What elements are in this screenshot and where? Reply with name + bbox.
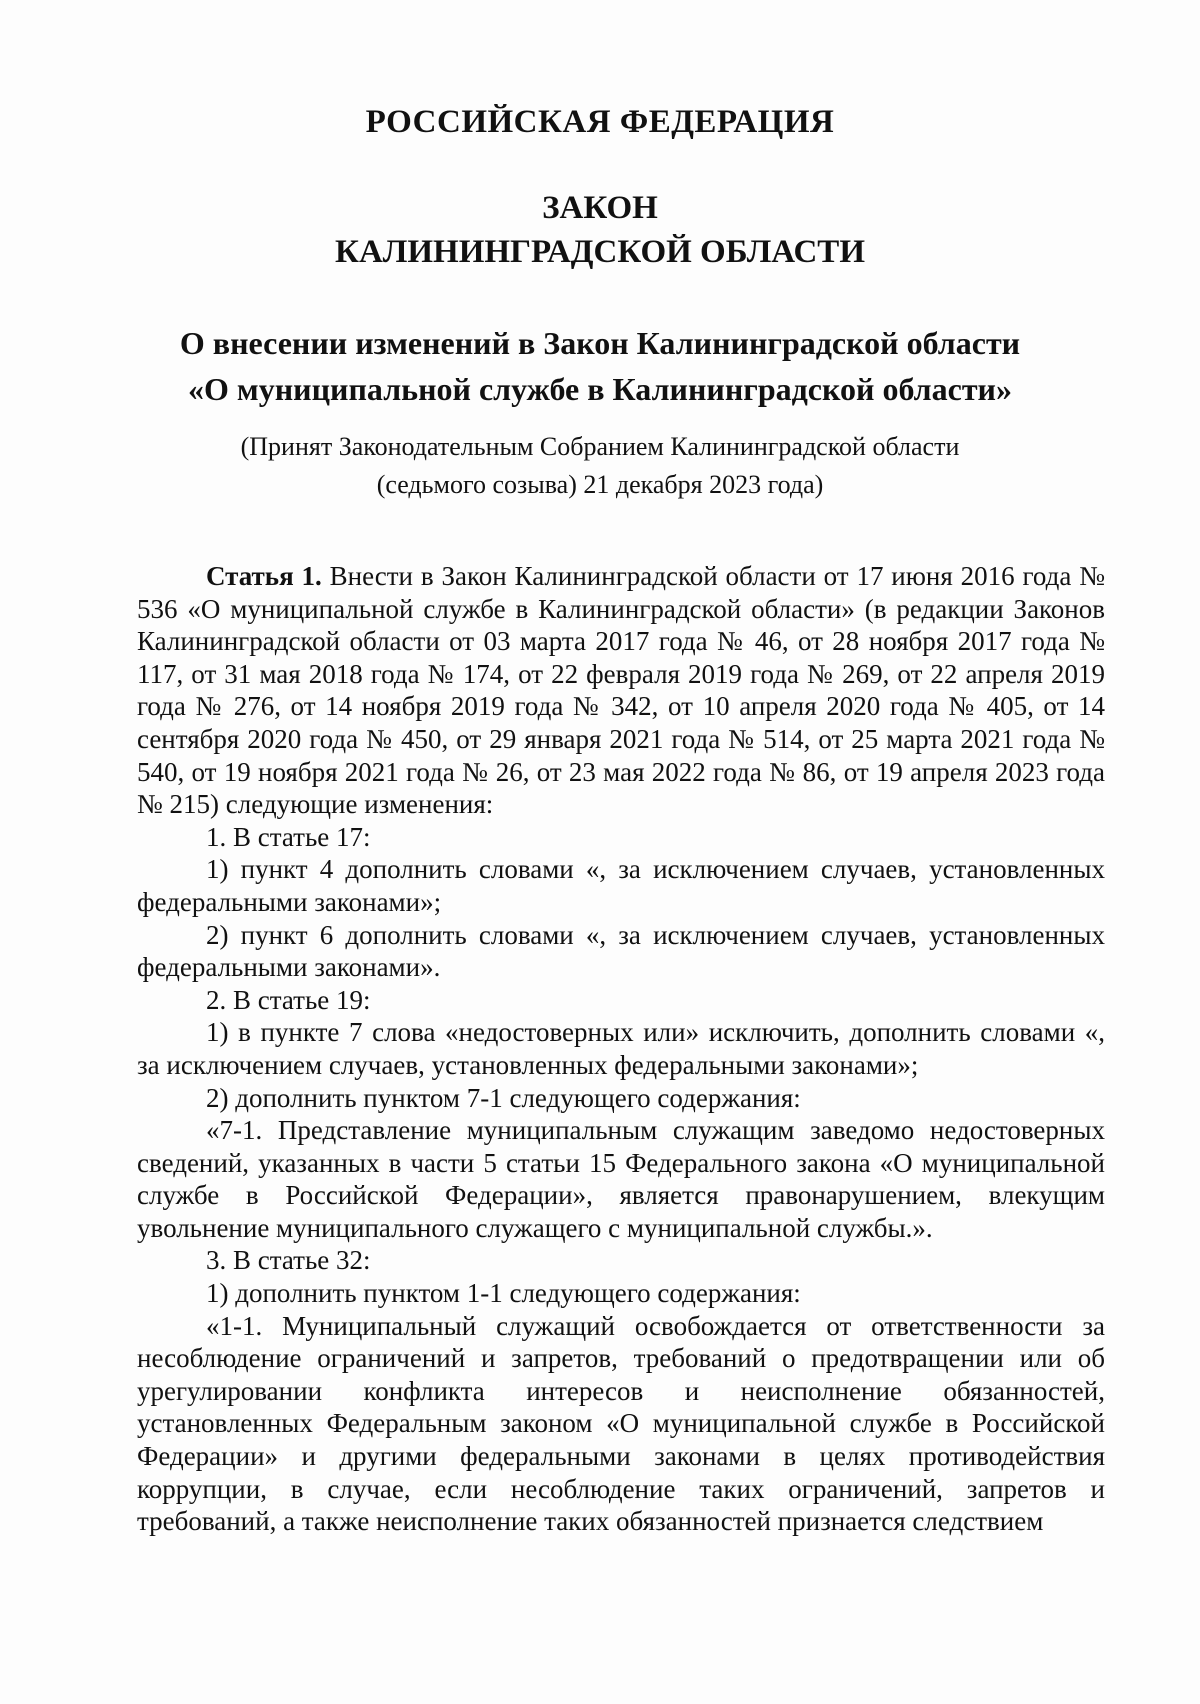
item-2-heading: 2. В статье 19:	[206, 984, 371, 1015]
law-title	[0, 320, 1200, 412]
article-1-label: Статья 1.	[206, 561, 322, 591]
item-2-sub-1: 1) в пункте 7 слова «недостоверных или» исключить, дополнить словами «, за исключением случаев, установленных федеральными законами»;	[137, 1017, 1105, 1080]
law-type-line-1: ЗАКОН	[542, 190, 658, 226]
item-3-heading: 3. В статье 32:	[206, 1245, 371, 1276]
adoption-line-2: (седьмого созыва) 21 декабря 2023 года)	[376, 470, 824, 499]
item-3-sub-1: 1) дополнить пунктом 1-1 следующего содержания:	[206, 1278, 801, 1309]
article-body	[137, 560, 1105, 1538]
law-title-line-2: «О муниципальной службе в Калининградской области»	[188, 371, 1012, 407]
item-1-sub-2: 2) пункт 6 дополнить словами «, за исключением случаев, установленных федеральными законами».	[137, 919, 1105, 983]
item-2-sub-2: 2) дополнить пунктом 7-1 следующего содержания:	[206, 1082, 801, 1113]
item-1-sub-1: 1) пункт 4 дополнить словами «, за исключением случаев, установленных федеральными законами»;	[137, 854, 1105, 917]
item-1-heading: 1. В статье 17:	[206, 821, 371, 852]
law-type-heading	[0, 186, 1200, 274]
law-title-line-1: О внесении изменений в Закон Калининградской области	[179, 325, 1021, 361]
item-3-sub-1-text: «1-1. Муниципальный служащий освобождается от ответственности за несоблюдение ограничений и запретов, требований о предотвращении или об урегулировании конфликта интересов и неисполнение обязанностей, установленных Федеральным законом «О муниципальной службе в Российской Федерации» и другими федеральными законами в целях противодействия коррупции, в случае, если несоблюдение таких ограничений, запретов и требований, а также неисполнение таких обязанностей признается следствием	[137, 1310, 1105, 1537]
adoption-note	[0, 428, 1200, 504]
article-1-intro-text: Внести в Закон Калининградской области от 17 июня 2016 года № 536 «О муниципальной службе в Калининградской области» (в редакции Законов Калининградской области от 03 марта 2017 года № 46, от 28 ноября 2017 года № 117, от 31 мая 2018 года № 174, от 22 февраля 2019 года № 269, от 22 апреля 2019 года № 276, от 14 ноября 2019 года № 342, от 10 апреля 2020 года № 405, от 14 сентября 2020 года № 450, от 29 января 2021 года № 514, от 25 марта 2021 года № 540, от 19 ноября 2021 года № 26, от 23 мая 2022 года № 86, от 19 апреля 2023 года № 215) следующие изменения:	[137, 561, 1105, 820]
law-type-line-2: КАЛИНИНГРАДСКОЙ ОБЛАСТИ	[335, 234, 865, 270]
article-1-intro	[137, 560, 1105, 821]
item-2-sub-2-text: «7-1. Представление муниципальным служащим заведомо недостоверных сведений, указанных в части 5 статьи 15 Федерального закона «О муниципальной службе в Российской Федерации», является правонарушением, влекущим увольнение муниципального служащего с муниципальной службы.».	[137, 1115, 1105, 1243]
adoption-line-1: (Принят Законодательным Собранием Калининградской области	[240, 432, 960, 461]
country-heading: РОССИЙСКАЯ ФЕДЕРАЦИЯ	[365, 104, 835, 140]
